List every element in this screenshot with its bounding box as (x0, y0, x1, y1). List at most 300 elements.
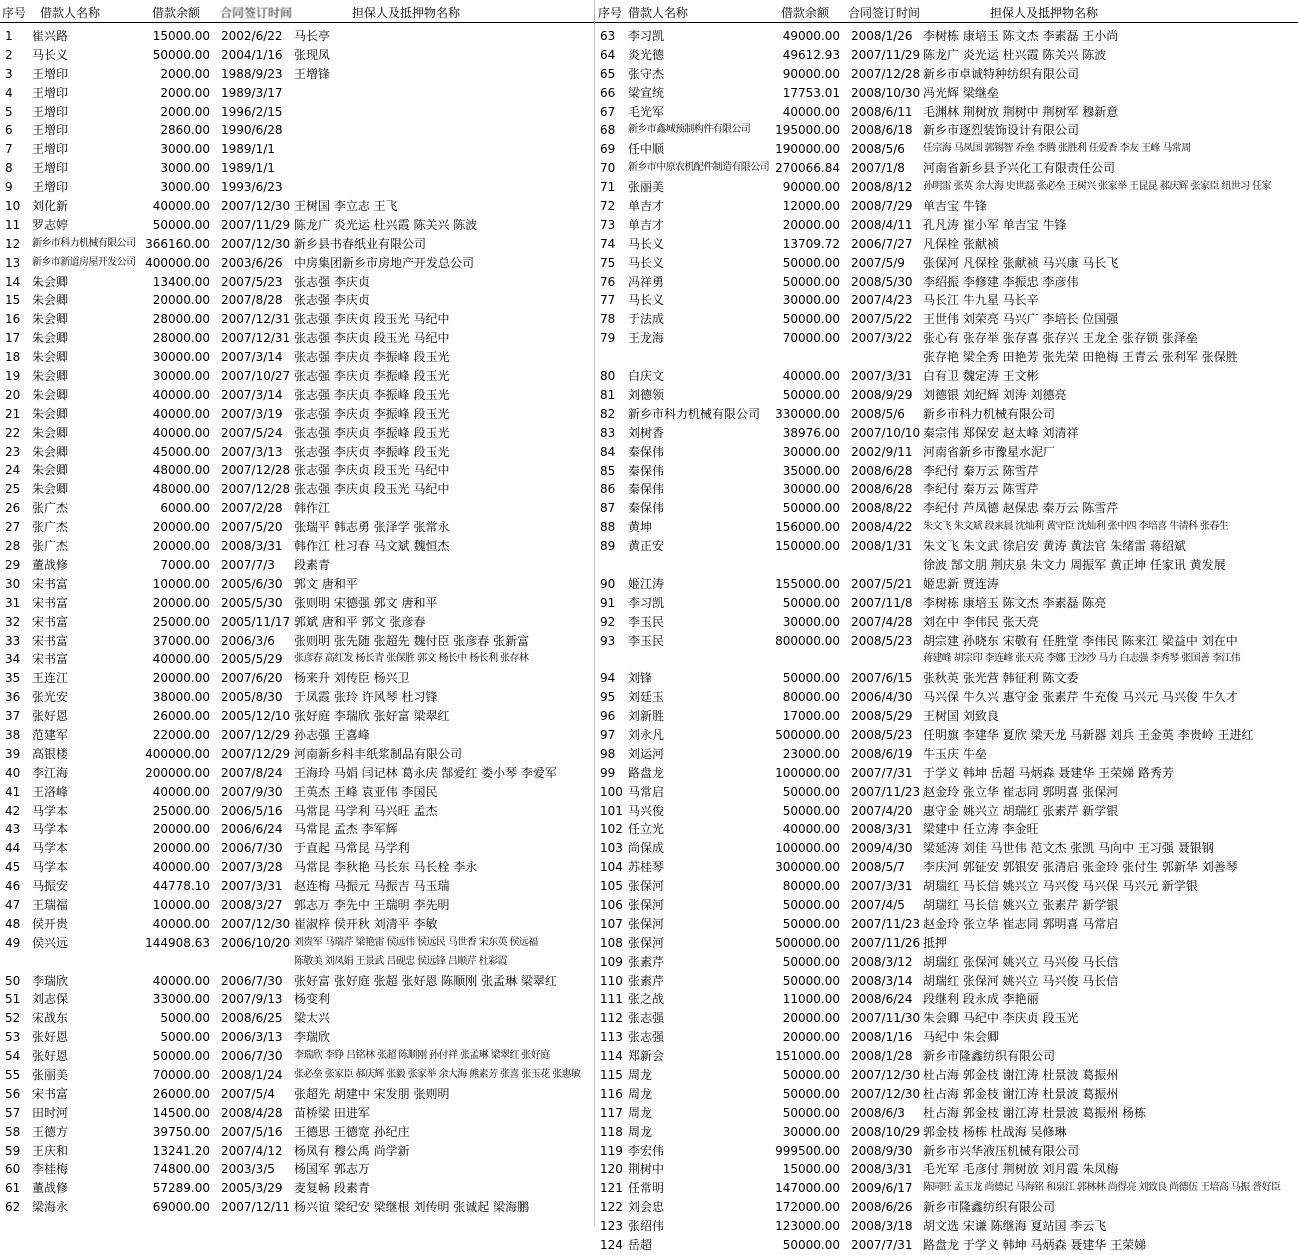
loan-balance: 270066.84 (775, 161, 840, 176)
contract-date: 2006/10/20 (221, 935, 291, 950)
guarantor-list: 河南省新乡县予兴化工有限责任公司 (923, 161, 1116, 176)
left-table-body (0, 27, 594, 1217)
row-number: 92 (600, 614, 616, 629)
guarantor-list: 孙明雷 张英 余大海 史世磊 张必垒 王树兴 张家举 王昆昆 郝庆辉 张家臣 纽世习 任家 (923, 181, 1271, 193)
table-row (0, 178, 594, 197)
table-row (595, 310, 1298, 329)
row-number: 72 (600, 199, 616, 214)
row-number: 106 (600, 898, 623, 913)
contract-date: 2008/5/29 (851, 709, 913, 724)
loan-balance: 49000.00 (782, 29, 840, 43)
guarantor-list: 新乡市卓诚特种纺织有限公司 (923, 66, 1080, 81)
contract-date: 2007/4/12 (221, 1143, 283, 1158)
borrower-name: 任常明 (628, 1181, 665, 1196)
borrower-name: 朱会卿 (32, 387, 69, 402)
contract-date: 1990/6/28 (221, 123, 283, 138)
guarantor-list: 单吉宝 牛锋 (923, 199, 987, 214)
row-number: 6 (5, 123, 13, 138)
contract-date: 2007/5/4 (221, 1086, 275, 1101)
contract-date: 2005/3/29 (221, 1181, 283, 1196)
borrower-name: 朱会卿 (32, 369, 69, 384)
guarantor-list: 李纪付 秦万云 陈雪芹 (923, 482, 1039, 497)
row-number: 43 (5, 822, 21, 837)
guarantor-list: 张则明 张先随 张超先 魏付臣 张彦春 张新富 (294, 633, 530, 648)
contract-date: 2005/11/17 (221, 614, 291, 629)
loan-balance: 50000.00 (782, 1068, 840, 1083)
borrower-name: 张好恩 (32, 1049, 69, 1064)
loan-balance: 12000.00 (782, 199, 840, 214)
loan-balance: 38976.00 (782, 425, 840, 440)
row-number: 74 (600, 236, 616, 251)
table-row (595, 820, 1298, 839)
table-row (595, 462, 1298, 481)
borrower-name: 朱会卿 (32, 444, 69, 459)
contract-date: 2007/5/9 (851, 255, 905, 270)
row-number: 18 (5, 350, 21, 365)
table-row (0, 1179, 594, 1198)
table-row (0, 424, 594, 443)
guarantor-list: 河南省新乡市豫星水泥厂 (923, 444, 1056, 459)
borrower-name: 单吉才 (628, 217, 665, 232)
loan-balance: 400000.00 (145, 746, 210, 761)
table-row (595, 1179, 1298, 1198)
contract-date: 2007/12/30 (221, 236, 291, 251)
contract-date: 2008/1/26 (851, 29, 913, 43)
guarantor-list: 陈龙广 炎光运 杜兴霞 陈关兴 陈波 (294, 217, 478, 232)
contract-date: 1993/6/23 (221, 180, 283, 195)
loan-balance: 3000.00 (160, 180, 210, 195)
guarantor-list: 于直起 马常昆 马学利 (294, 841, 410, 856)
loan-balance: 44778.10 (152, 879, 210, 894)
borrower-name: 梁宣统 (628, 85, 665, 100)
table-row (595, 877, 1298, 896)
guarantor-list: 韩作江 (294, 501, 331, 516)
guarantor-list: 张超先 胡建中 宋发朋 张则明 (294, 1086, 450, 1101)
borrower-name: 朱会卿 (32, 350, 69, 365)
guarantor-list: 李庆河 郭钲安 郭银安 张清启 张金玲 张付生 郭新华 刘善琴 (923, 860, 1238, 875)
loan-balance: 172000.00 (775, 1200, 840, 1215)
contract-date: 2007/12/30 (221, 916, 291, 931)
guarantor-list-continued: 蒋建峰 胡宗印 李连峰 张天亮 李娜 王沙沙 马力 白志强 李秀琴 张国善 李江伟 (923, 653, 1241, 665)
table-row (0, 1085, 594, 1104)
table-row (595, 1198, 1298, 1217)
loan-balance: 50000.00 (782, 973, 840, 988)
guarantor-list: 王英杰 王峰 袁亚伟 李国民 (294, 784, 438, 799)
table-row (595, 1047, 1298, 1066)
guarantor-list: 张志强 李庆贞 (294, 274, 370, 289)
guarantor-list: 胡瑞红 张保河 姚兴立 马兴俊 马长信 (923, 954, 1119, 969)
borrower-name: 王增印 (32, 66, 69, 81)
row-number: 36 (5, 690, 21, 705)
table-row (595, 386, 1298, 405)
contract-date: 2007/5/16 (221, 1124, 283, 1139)
row-number: 113 (600, 1030, 623, 1045)
table-row (595, 915, 1298, 934)
guarantor-list: 梁太兴 (294, 1011, 331, 1026)
row-number: 85 (600, 463, 616, 478)
table-row (0, 159, 594, 178)
contract-date: 2008/3/31 (851, 1162, 913, 1177)
contract-date: 2008/6/28 (851, 482, 913, 497)
table-row (595, 613, 1298, 632)
table-row (0, 820, 594, 839)
guarantor-list: 马纪中 朱会卿 (923, 1030, 999, 1045)
row-number: 82 (600, 406, 616, 421)
table-row (595, 1236, 1298, 1255)
right-table-body (595, 27, 1298, 1255)
contract-date: 2008/6/3 (851, 1105, 905, 1120)
guarantor-list: 胡文选 宋谦 陈继海 夏站国 李云飞 (923, 1219, 1107, 1234)
loan-balance: 50000.00 (782, 954, 840, 969)
guarantor-list: 杨来升 刘传臣 杨兴卫 (294, 671, 410, 686)
contract-date: 1989/1/1 (221, 142, 275, 157)
guarantor-list: 张志强 李庆贞 段玉光 马纪中 (294, 331, 450, 346)
table-row (595, 1009, 1298, 1028)
loan-balance: 20000.00 (152, 293, 210, 308)
guarantor-list: 张志强 李庆贞 段玉光 马纪中 (294, 482, 450, 497)
loan-balance: 17000.00 (782, 709, 840, 724)
row-number: 104 (600, 860, 623, 875)
borrower-name: 马学本 (32, 841, 69, 856)
borrower-name: 荆树中 (628, 1162, 665, 1177)
table-row (595, 745, 1298, 764)
guarantor-list: 张志强 李庆贞 李振峰 段玉光 (294, 425, 450, 440)
guarantor-list: 张好庭 李瑞欣 张好富 梁翠红 (294, 709, 450, 724)
contract-date: 2008/9/30 (851, 1143, 913, 1158)
borrower-name: 路盘龙 (628, 765, 665, 780)
guarantor-list: 张则明 宋德强 郭文 唐和平 (294, 595, 438, 610)
row-number: 4 (5, 85, 13, 100)
table-row (0, 594, 594, 613)
row-number: 9 (5, 180, 13, 195)
contract-date: 2006/3/6 (221, 633, 275, 648)
row-number: 115 (600, 1068, 623, 1083)
table-row (0, 575, 594, 594)
table-row (595, 84, 1298, 103)
guarantor-list: 中房集团新乡市房地产开发总公司 (294, 255, 475, 270)
contract-date: 2008/3/14 (851, 973, 913, 988)
table-row (0, 1123, 594, 1142)
table-row (595, 1028, 1298, 1047)
table-row (595, 707, 1298, 726)
contract-date: 2007/3/19 (221, 406, 283, 421)
row-number: 101 (600, 803, 623, 818)
table-row (0, 273, 594, 292)
row-number: 68 (600, 123, 616, 138)
loan-balance: 330000.00 (775, 406, 840, 421)
table-row (0, 216, 594, 235)
loan-balance: 33000.00 (152, 992, 210, 1007)
row-number: 21 (5, 406, 21, 421)
table-row (595, 858, 1298, 877)
contract-date: 2007/3/14 (221, 350, 283, 365)
loan-balance: 50000.00 (782, 1238, 840, 1253)
contract-date: 2008/7/29 (851, 199, 913, 214)
borrower-name: 刘志保 (32, 992, 69, 1007)
loan-balance: 50000.00 (782, 255, 840, 270)
guarantor-list: 郭志万 李先中 王瑞明 李先明 (294, 897, 450, 912)
table-row (595, 783, 1298, 802)
guarantor-list: 新乡市科力机械有限公司 (923, 406, 1056, 421)
row-number: 28 (5, 539, 21, 554)
borrower-name: 秦保伟 (628, 463, 665, 478)
loan-balance: 48000.00 (152, 463, 210, 478)
row-number: 53 (5, 1030, 21, 1045)
guarantor-list: 胡瑞红 马长信 姚兴立 张素芹 新学银 (923, 898, 1119, 913)
row-number: 37 (5, 709, 21, 724)
borrower-name: 李宏伟 (628, 1143, 665, 1158)
guarantor-list: 麦复畅 段素青 (294, 1181, 370, 1196)
guarantor-list: 新乡市逐烈装饰设计有限公司 (923, 123, 1080, 138)
table-row (0, 839, 594, 858)
row-number: 17 (5, 331, 21, 346)
header-guarantor: 担保人及抵押物名称 (352, 6, 461, 20)
loan-balance: 200000.00 (145, 765, 210, 780)
row-number: 62 (5, 1200, 21, 1215)
guarantor-list: 张志强 李庆贞 李振峰 段玉光 (294, 406, 450, 421)
guarantor-list: 张心有 张存举 张存喜 张存兴 王龙全 张存锁 张泽垒 (923, 331, 1198, 346)
borrower-name: 黄坤 (628, 520, 653, 535)
row-number: 123 (600, 1219, 623, 1234)
table-row (595, 424, 1298, 443)
contract-date: 2008/10/29 (851, 1124, 921, 1139)
guarantor-list: 张保河 凡保栓 张献祯 马兴康 马长飞 (923, 255, 1119, 270)
loan-balance: 70000.00 (152, 1068, 210, 1082)
guarantor-list: 朱文飞 朱文斌 段来晨 沈灿利 黄守臣 沈灿利 张中四 李培喜 牛清科 张春生 (923, 521, 1229, 533)
borrower-name: 张好恩 (32, 709, 69, 724)
guarantor-list: 杨国军 郭志万 (294, 1162, 370, 1177)
header-contract-date: 合同签订时间 (220, 6, 293, 20)
borrower-name: 马学本 (32, 803, 69, 818)
table-row (0, 140, 594, 159)
guarantor-list: 马兴保 牛久兴 惠守金 张素芹 牛充俊 马兴元 马兴俊 牛久才 (923, 690, 1238, 705)
row-number: 84 (600, 444, 616, 459)
table-row (0, 972, 594, 991)
row-number: 79 (600, 331, 616, 346)
loan-balance: 5000.00 (160, 1030, 210, 1045)
loan-balance: 39750.00 (152, 1124, 210, 1139)
loan-balance: 50000.00 (782, 1105, 840, 1120)
table-row (0, 46, 594, 65)
borrower-name: 王增印 (32, 142, 69, 157)
borrower-name: 新乡市鑫城预制构件有限公司 (628, 124, 751, 136)
loan-balance: 25000.00 (152, 614, 210, 629)
table-row (0, 329, 594, 348)
borrower-name: 王龙海 (628, 331, 665, 346)
contract-date: 2008/3/18 (851, 1219, 913, 1234)
contract-date: 2008/3/27 (221, 897, 283, 912)
loan-balance: 37000.00 (152, 633, 210, 648)
table-row (0, 858, 594, 877)
guarantor-list: 胡瑞红 张保河 姚兴立 马兴俊 马长信 (923, 973, 1119, 988)
right-table (595, 0, 1298, 1253)
borrower-name: 张素芹 (628, 973, 665, 988)
contract-date: 2007/12/28 (221, 482, 291, 497)
guarantor-list: 新乡市隆鑫纺织有限公司 (923, 1049, 1056, 1064)
contract-date: 2007/8/24 (221, 765, 283, 780)
guarantor-list: 杨凤有 穆公禹 尚学新 (294, 1143, 410, 1158)
loan-balance: 20000.00 (782, 217, 840, 232)
row-number: 23 (5, 444, 21, 459)
loan-balance: 40000.00 (152, 916, 210, 931)
guarantor-list: 秦宗伟 郑保安 赵太峰 刘清祥 (923, 425, 1079, 440)
contract-date: 2007/12/31 (221, 312, 291, 327)
contract-date: 2008/3/31 (221, 539, 283, 554)
contract-date: 2008/6/28 (851, 463, 913, 478)
guarantor-list: 郭斌 唐和平 郭文 张彦春 (294, 614, 426, 629)
loan-balance: 11000.00 (782, 992, 840, 1007)
table-row (595, 1160, 1298, 1179)
row-number: 7 (5, 142, 13, 157)
guarantor-list: 马常昆 李秋艳 马长东 马长栓 李永 (294, 860, 478, 875)
borrower-name: 王洛峰 (32, 784, 69, 799)
loan-balance: 26000.00 (152, 1086, 210, 1101)
table-row (0, 556, 594, 575)
borrower-name: 王连江 (32, 671, 69, 686)
header-no: 序号 (2, 6, 27, 20)
contract-date: 1989/1/1 (221, 161, 275, 176)
row-number: 1 (5, 29, 13, 43)
loan-balance: 40000.00 (152, 406, 210, 421)
guarantor-list: 朱会卿 马纪中 李庆贞 段玉光 (923, 1011, 1079, 1026)
table-row (595, 65, 1298, 84)
guarantor-list: 河南新乡科丰纸浆制品有限公司 (294, 746, 463, 761)
guarantor-list: 杨变利 (294, 992, 331, 1007)
borrower-name: 宋战东 (32, 1011, 69, 1026)
table-row (595, 1085, 1298, 1104)
row-number: 105 (600, 879, 623, 894)
loan-balance: 156000.00 (775, 520, 840, 535)
loan-balance: 50000.00 (782, 1086, 840, 1101)
table-row (0, 632, 594, 651)
contract-date: 2007/5/20 (221, 520, 283, 535)
table-row (595, 972, 1298, 991)
table-row (595, 178, 1298, 197)
table-row (0, 669, 594, 688)
row-number: 42 (5, 803, 21, 818)
loan-balance: 20000.00 (782, 1030, 840, 1045)
loan-balance: 30000.00 (782, 293, 840, 308)
loan-balance: 69000.00 (152, 1200, 210, 1215)
contract-date: 2006/5/16 (221, 803, 283, 818)
contract-date: 2007/4/28 (851, 614, 913, 629)
borrower-name: 李玉民 (628, 614, 665, 629)
guarantor-list: 杨兴谊 梁纪安 梁继根 刘传明 张诚起 梁海鹏 (294, 1200, 530, 1215)
row-number: 96 (600, 709, 616, 724)
loan-balance: 23000.00 (782, 746, 840, 761)
table-row (595, 802, 1298, 821)
guarantor-list: 梁延涛 刘佳 马世伟 范文杰 张凯 马向中 王习强 聂银钢 (923, 841, 1214, 856)
borrower-name: 张保河 (628, 879, 665, 894)
contract-date: 2007/5/21 (851, 576, 913, 591)
table-row (0, 764, 594, 783)
contract-date: 2007/3/22 (851, 331, 913, 346)
borrower-name: 李江海 (32, 765, 69, 780)
loan-balance: 40000.00 (152, 652, 210, 667)
table-row (0, 707, 594, 726)
guarantor-list: 张好富 张好庭 张超 张好恩 陈顺刚 张孟琳 梁翠红 (294, 973, 557, 988)
contract-date: 2007/11/26 (851, 935, 921, 950)
table-row (0, 1028, 594, 1047)
borrower-name: 炎光德 (628, 47, 665, 62)
row-number: 73 (600, 217, 616, 232)
row-number: 14 (5, 274, 21, 289)
guarantor-list: 赵金玲 张立华 崔志同 郭明喜 张保河 (923, 784, 1119, 799)
contract-date: 2003/6/26 (221, 255, 283, 270)
row-number: 5 (5, 104, 13, 119)
right-table-header (595, 0, 1298, 23)
loan-balance: 30000.00 (782, 614, 840, 629)
borrower-name: 王德方 (32, 1124, 69, 1139)
contract-date: 2007/12/31 (221, 331, 291, 346)
guarantor-list: 苗桥梁 田进军 (294, 1105, 370, 1120)
guarantor-list: 刘在中 李伟民 张天亮 (923, 614, 1039, 629)
borrower-name: 田时河 (32, 1105, 69, 1120)
header-no: 序号 (598, 6, 623, 20)
table-row (0, 650, 594, 669)
loan-balance: 40000.00 (782, 104, 840, 119)
table-row (0, 386, 594, 405)
guarantor-list: 孔凡涛 崔小军 单吉宝 牛锋 (923, 217, 1067, 232)
contract-date: 2007/3/28 (221, 860, 283, 875)
table-row (595, 1104, 1298, 1123)
loan-balance: 25000.00 (152, 803, 210, 818)
borrower-name: 刘化新 (32, 199, 69, 214)
borrower-name: 马长义 (32, 47, 69, 62)
contract-date: 2008/1/16 (851, 1030, 913, 1045)
contract-date: 2007/9/30 (221, 784, 283, 799)
loan-balance: 90000.00 (782, 66, 840, 81)
guarantor-list: 白有卫 魏定涛 王文彬 (923, 369, 1039, 384)
borrower-name: 范建军 (32, 727, 69, 742)
guarantor-list: 新乡县书春纸业有限公司 (294, 236, 427, 251)
guarantor-list: 李纪付 秦万云 陈雪芹 (923, 463, 1039, 478)
loan-balance: 26000.00 (152, 709, 210, 724)
borrower-name: 秦保伟 (628, 444, 665, 459)
borrower-name: 马学本 (32, 822, 69, 837)
row-number: 39 (5, 746, 21, 761)
guarantor-list: 牛玉庆 牛垒 (923, 746, 987, 761)
table-row (595, 632, 1298, 670)
borrower-name: 罗志婷 (32, 217, 69, 232)
borrower-name: 朱会卿 (32, 463, 69, 478)
contract-date: 2008/9/29 (851, 387, 913, 402)
loan-balance: 100000.00 (775, 841, 840, 856)
borrower-name: 于法成 (628, 312, 665, 327)
row-number: 2 (5, 47, 13, 62)
borrower-name: 王增印 (32, 180, 69, 195)
guarantor-list: 张志强 李庆贞 段玉光 马纪中 (294, 312, 450, 327)
row-number: 100 (600, 784, 623, 799)
borrower-name: 周龙 (628, 1086, 653, 1101)
guarantor-list: 孙志强 王喜峰 (294, 727, 370, 742)
guarantor-list: 新乡市兴华液压机械有限公司 (923, 1143, 1080, 1158)
row-number: 66 (600, 85, 616, 100)
row-number: 103 (600, 841, 623, 856)
contract-date: 2007/12/28 (221, 463, 291, 478)
row-number: 60 (5, 1162, 21, 1177)
loan-balance: 30000.00 (152, 369, 210, 384)
row-number: 44 (5, 841, 21, 856)
table-row (595, 216, 1298, 235)
row-number: 15 (5, 293, 21, 308)
contract-date: 2008/6/18 (851, 123, 913, 138)
contract-date: 2007/11/29 (221, 217, 291, 232)
header-borrower: 借款人名称 (628, 6, 689, 20)
loan-balance: 10000.00 (152, 576, 210, 591)
table-row (595, 990, 1298, 1009)
borrower-name: 宋书富 (32, 652, 69, 667)
